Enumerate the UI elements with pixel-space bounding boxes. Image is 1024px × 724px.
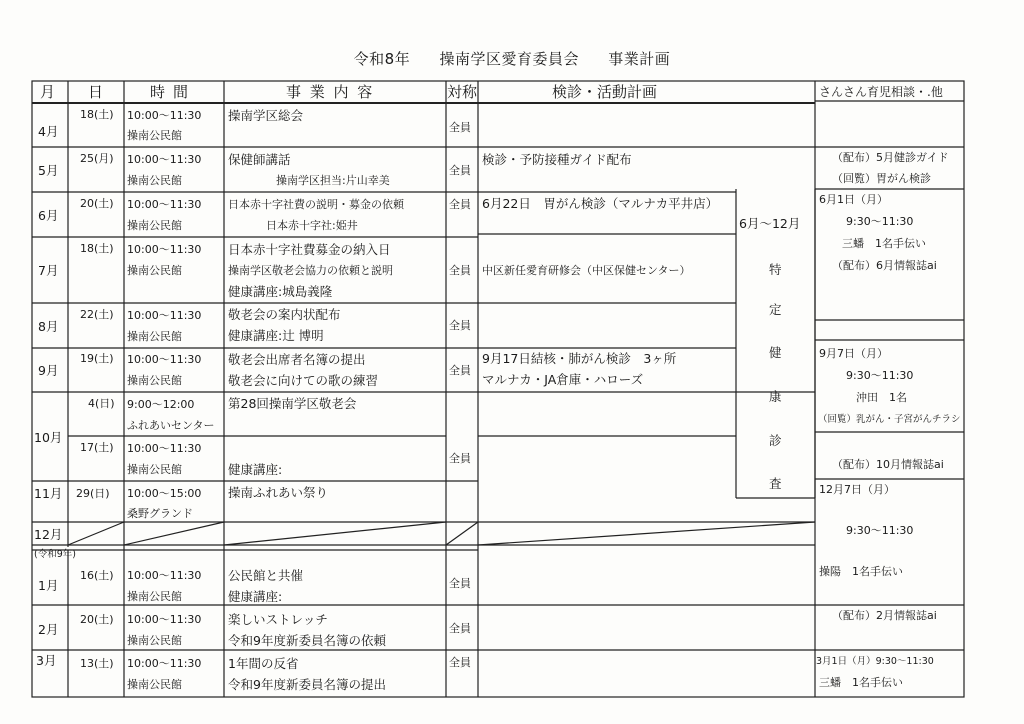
side-mar-2: 三蟠 1名手伝い [819,676,903,689]
target-apr: 全員 [449,121,471,134]
activity-sep-2: マルナカ・JA倉庫・ハローズ [482,372,644,387]
target-jan: 全員 [449,577,471,590]
day-jun: 20(土) [80,197,114,210]
target-feb: 全員 [449,622,471,635]
activity-range: 6月～12月 [739,216,801,231]
time-sep: 10:00～11:30 [127,353,202,366]
day-oct1: 4(日) [88,397,115,410]
side-may-2: （回覧）胃がん検診 [832,172,931,185]
content-feb-2: 令和9年度新委員名簿の依頼 [228,633,386,648]
activity-may: 検診・予防接種ガイド配布 [482,152,632,167]
title-year: 令和8年 [353,50,411,68]
header-month: 月 [40,83,58,101]
month-may: 5月 [38,163,59,178]
content-apr-1: 操南学区総会 [228,108,304,123]
header-activity: 検診・活動計画 [552,83,658,101]
day-nov: 29(日) [76,487,110,500]
day-jan: 16(土) [80,569,114,582]
time-oct2: 10:00～11:30 [127,442,202,455]
place-mar: 操南公民館 [127,678,182,691]
time-mar: 10:00～11:30 [127,657,202,670]
content-jan-1: 公民館と共催 [228,568,304,583]
side-feb-1: （配布）2月情報誌ai [832,609,937,622]
time-jun: 10:00～11:30 [127,198,202,211]
side-jun-2: 9:30～11:30 [846,215,914,228]
content-feb-1: 楽しいストレッチ [228,612,328,627]
content-sep-2: 敬老会に向けての歌の練習 [228,373,379,388]
vertical-char: 査 [769,476,782,491]
side-sep-2: 9:30～11:30 [846,369,914,382]
vertical-char: 診 [769,433,782,448]
vertical-char: 特 [769,262,782,277]
header-target: 対称 [447,83,478,101]
side-may-1: （配布）5月健診ガイド [832,151,949,164]
place-aug: 操南公民館 [127,330,182,343]
place-oct2: 操南公民館 [127,463,182,476]
activity-jul: 中区新任愛育研修会（中区保健センター） [482,264,691,277]
day-sep: 19(土) [80,352,114,365]
header-time: 時間 [150,83,197,101]
title-doc: 事業計画 [608,50,671,68]
side-nov-2: 9:30～11:30 [846,524,914,537]
time-jan: 10:00～11:30 [127,569,202,582]
place-apr: 操南公民館 [127,129,182,142]
place-nov: 桑野グランド [127,507,193,520]
side-mar-1: 3月1日（月）9:30～11:30 [816,656,934,667]
content-oct-1: 第28回操南学区敬老会 [228,396,357,411]
time-feb: 10:00～11:30 [127,613,202,626]
target-oct: 全員 [449,452,471,465]
content-jul-2: 操南学区敬老会協力の依頼と説明 [228,264,393,277]
side-jun-3: 三蟠 1名手伝い [842,237,926,250]
content-may-1: 保健師講話 [228,152,291,167]
title-org: 操南学区愛育委員会 [439,50,580,68]
place-feb: 操南公民館 [127,634,182,647]
vertical-char: 健 [769,345,782,360]
content-oct-2: 健康講座: [228,462,283,477]
side-sep-4: （回覧）乳がん・子宮がんチラシ [818,414,961,425]
time-nov: 10:00～15:00 [127,487,202,500]
time-jul: 10:00～11:30 [127,243,202,256]
side-jun-4: （配布）6月情報誌ai [832,259,937,272]
day-apr: 18(土) [80,108,114,121]
month-jul: 7月 [38,263,59,278]
content-mar-1: 1年間の反省 [228,656,299,671]
day-may: 25(月) [80,152,114,165]
activity-sep-1: 9月17日結核・肺がん検診 3ヶ所 [482,351,677,366]
content-sep-1: 敬老会出席者名簿の提出 [228,352,366,367]
content-jun-1: 日本赤十字社費の説明・募金の依頼 [228,198,404,211]
content-jan-2: 健康講座: [228,589,283,604]
day-jul: 18(土) [80,242,114,255]
vertical-char: 定 [769,302,782,317]
day-aug: 22(土) [80,308,114,321]
month-mar: 3月 [36,653,57,668]
side-sep-1: 9月7日（月） [819,347,888,360]
time-oct1: 9:00～12:00 [127,398,195,411]
content-jul-1: 日本赤十字社費募金の納入日 [228,242,391,257]
target-jul: 全員 [449,264,471,277]
target-mar: 全員 [449,656,471,669]
month-oct: 10月 [34,430,63,445]
content-jun-2: 日本赤十字社:姫井 [266,219,358,232]
side-jun-1: 6月1日（月） [819,193,888,206]
place-jan: 操南公民館 [127,590,182,603]
day-feb: 20(土) [80,613,114,626]
month-nov: 11月 [34,486,63,501]
document-title [0,48,1024,69]
content-may-2: 操南学区担当:片山幸美 [276,174,390,187]
reiwa9-label: (令和9年) [34,549,76,560]
activity-jun: 6月22日 胃がん検診（マルナカ平井店） [482,196,719,211]
header-content: 事 業 内 容 [286,83,375,101]
time-apr: 10:00～11:30 [127,109,202,122]
side-oct-1: （配布）10月情報誌ai [832,458,944,471]
content-mar-2: 令和9年度新委員名簿の提出 [228,677,386,692]
month-dec: 12月 [34,527,63,542]
place-sep: 操南公民館 [127,374,182,387]
target-may: 全員 [449,164,471,177]
content-aug-2: 健康講座:辻 博明 [228,328,324,343]
content-nov-1: 操南ふれあい祭り [228,485,329,500]
target-jun: 全員 [449,198,471,211]
month-feb: 2月 [38,622,59,637]
side-nov-1: 12月7日（月） [819,483,895,496]
target-sep: 全員 [449,364,471,377]
place-may: 操南公民館 [127,174,182,187]
place-oct1: ふれあいセンター [127,419,215,432]
month-sep: 9月 [38,363,59,378]
header-day: 日 [88,83,106,101]
month-jan: 1月 [38,578,59,593]
side-sep-3: 沖田 1名 [856,391,907,404]
month-apr: 4月 [38,124,59,139]
content-aug-1: 敬老会の案内状配布 [228,307,341,322]
day-oct2: 17(土) [80,441,114,454]
vertical-char: 康 [769,389,782,404]
month-aug: 8月 [38,319,59,334]
place-jun: 操南公民館 [127,219,182,232]
content-jul-3: 健康講座:城島義隆 [228,284,333,299]
place-jul: 操南公民館 [127,264,182,277]
header-side: さんさん育児相談・.他 [819,85,943,99]
time-aug: 10:00～11:30 [127,309,202,322]
month-jun: 6月 [38,208,59,223]
day-mar: 13(土) [80,657,114,670]
target-aug: 全員 [449,319,471,332]
time-may: 10:00～11:30 [127,153,202,166]
side-nov-3: 操陽 1名手伝い [819,565,903,578]
